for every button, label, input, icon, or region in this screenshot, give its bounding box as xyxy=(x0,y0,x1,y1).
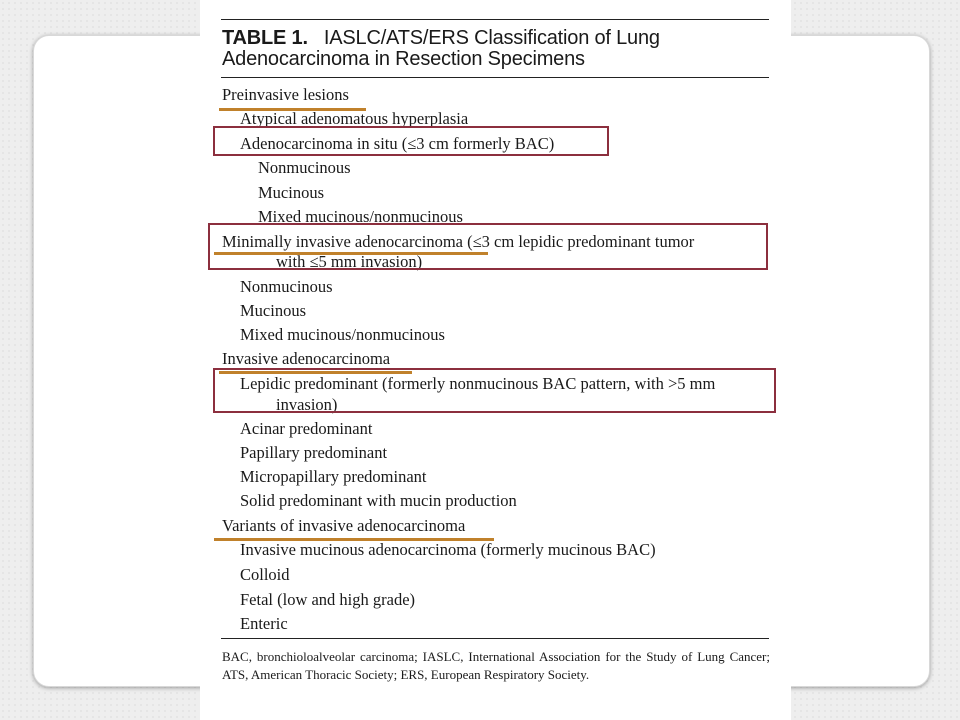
table-row: Lepidic predominant (formerly nonmucinous BAC pattern, with >5 mm xyxy=(240,374,716,393)
table-row: Atypical adenomatous hyperplasia xyxy=(240,109,469,128)
category-minimally-invasive: Minimally invasive adenocarcinoma (≤3 cm lepidic predominant tumor xyxy=(222,232,695,251)
table-footnote: BAC, bronchioloalveolar carcinoma; IASLC, International Association for the Study of Lung Cancer; ATS, American Thoracic Society; ERS, European Respiratory Society. xyxy=(222,649,770,682)
table-row: Nonmucinous xyxy=(258,158,351,177)
table-row: Mixed mucinous/nonmucinous xyxy=(240,325,445,344)
table-row: Mucinous xyxy=(258,183,324,202)
category-invasive: Invasive adenocarcinoma xyxy=(222,349,391,368)
underline-variants xyxy=(214,538,494,541)
table-row: Nonmucinous xyxy=(240,277,333,296)
table-title: IASLC/ATS/ERS Classification of Lung Adenocarcinoma in Resection Specimens xyxy=(222,27,660,70)
table-row: Mixed mucinous/nonmucinous xyxy=(258,207,463,226)
category-variants: Variants of invasive adenocarcinoma xyxy=(222,516,466,535)
table-row: Papillary predominant xyxy=(240,443,388,462)
table-row: Colloid xyxy=(240,565,290,584)
table-row: Adenocarcinoma in situ (≤3 cm formerly BAC) xyxy=(240,134,555,153)
highlight-box-lepidic xyxy=(213,368,776,413)
table-row-continuation: invasion) xyxy=(276,395,338,414)
table-row-continuation: with ≤5 mm invasion) xyxy=(276,252,423,271)
table-bottom-rule xyxy=(221,638,769,639)
underline-preinvasive xyxy=(219,108,366,111)
table-row: Micropapillary predominant xyxy=(240,467,427,486)
table-caption xyxy=(222,28,762,70)
highlight-box-mia xyxy=(208,223,768,270)
table-row: Enteric xyxy=(240,614,288,633)
table-top-rule xyxy=(221,19,769,20)
table-row: Solid predominant with mucin production xyxy=(240,491,517,510)
table-header-rule xyxy=(221,77,769,78)
table-label: TABLE 1. xyxy=(222,27,308,49)
table-row: Fetal (low and high grade) xyxy=(240,590,416,609)
table-row: Acinar predominant xyxy=(240,419,373,438)
category-preinvasive: Preinvasive lesions xyxy=(222,85,349,104)
table-row: Mucinous xyxy=(240,301,306,320)
table-row: Invasive mucinous adenocarcinoma (formerly mucinous BAC) xyxy=(240,540,656,559)
highlight-box-ais xyxy=(213,126,609,156)
